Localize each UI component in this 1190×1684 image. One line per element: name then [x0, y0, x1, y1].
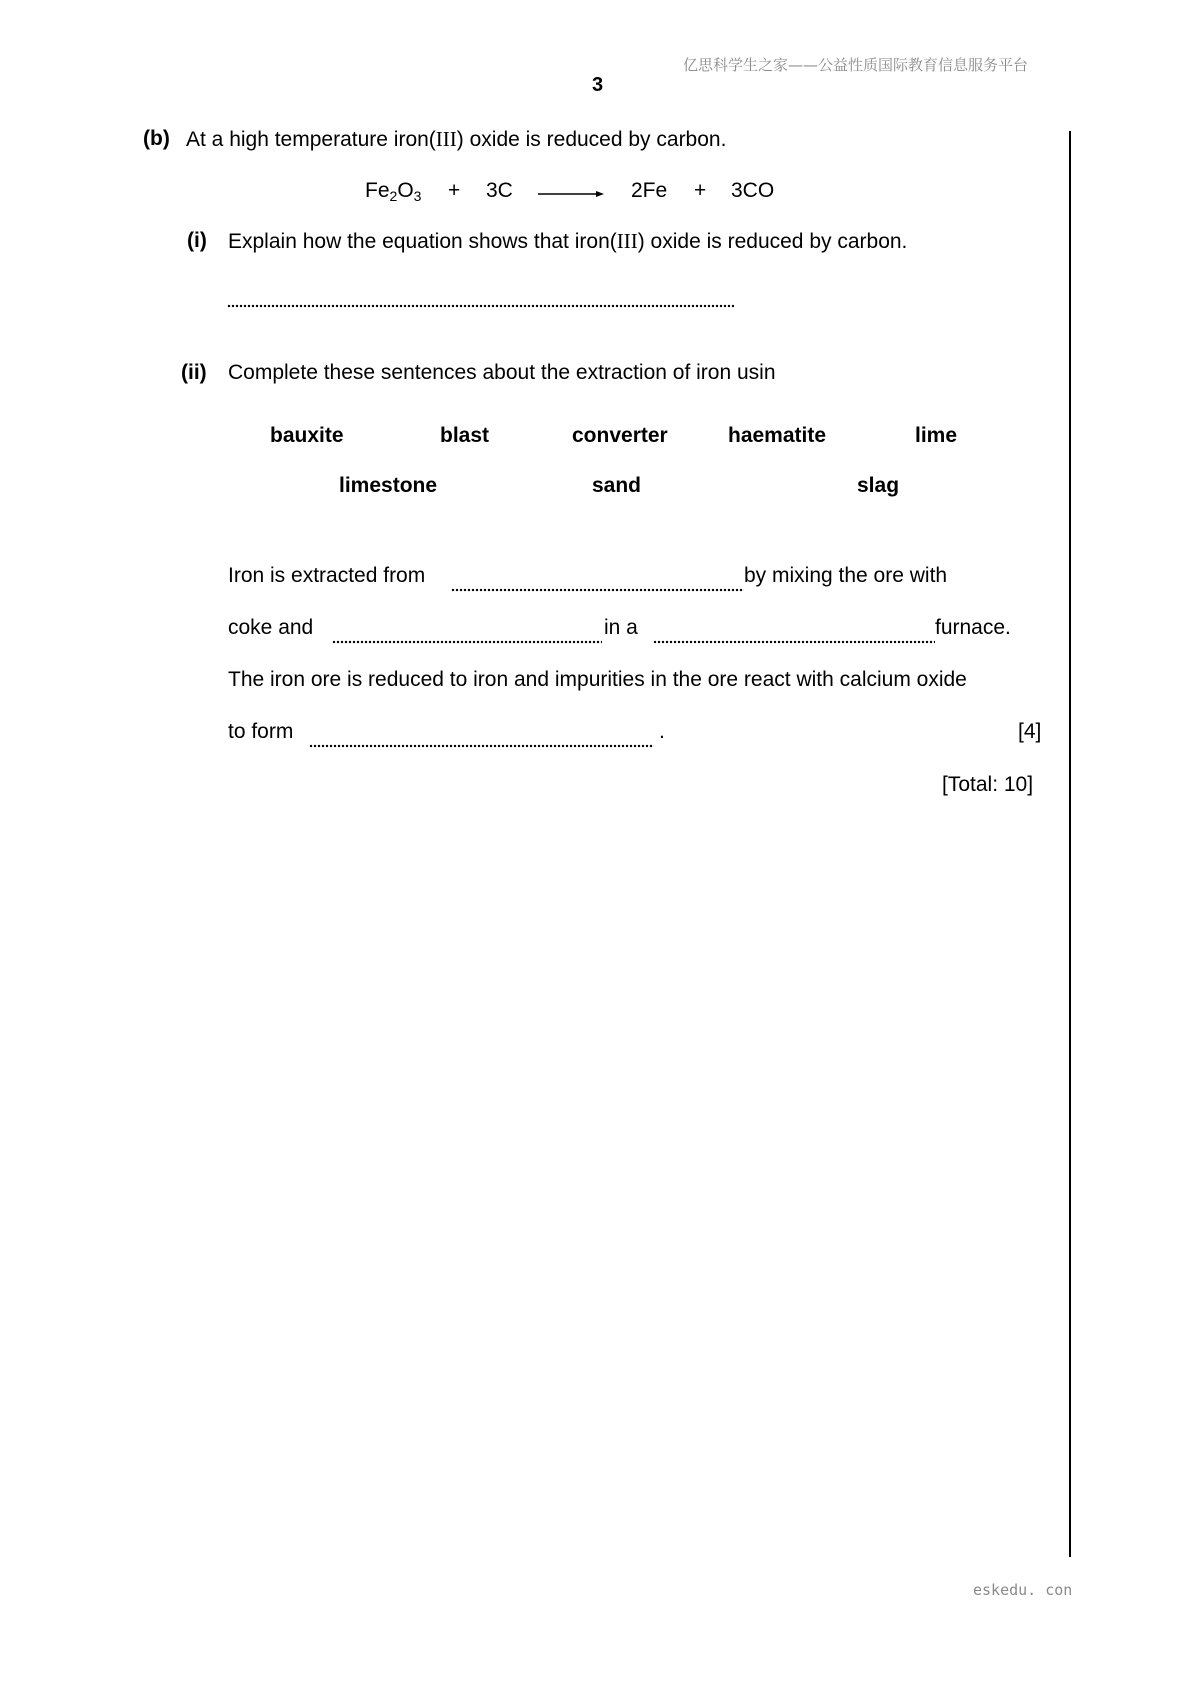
sentence-2-end: furnace.	[935, 616, 1011, 639]
product-2fe: 2Fe	[631, 179, 668, 202]
answer-blank-ore[interactable]	[451, 588, 744, 592]
sentence-2-mid: in a	[604, 616, 638, 639]
product-3co: 3CO	[731, 179, 775, 202]
equation-plus-1: +	[448, 179, 461, 202]
total-marks: [Total: 10]	[942, 773, 1034, 796]
margin-line	[1069, 131, 1071, 1557]
answer-blank-furnace[interactable]	[653, 640, 935, 644]
part-b-intro: At a high temperature iron(III) oxide is reduced by carbon.	[186, 127, 727, 151]
answer-line-i[interactable]	[227, 304, 734, 308]
answer-blank-flux[interactable]	[332, 640, 602, 644]
reactant-fe2o3: $Fe_2O_3$	[365, 179, 422, 204]
sentence-1-start: Iron is extracted from	[228, 564, 426, 587]
sentence-1-end: by mixing the ore with	[744, 564, 948, 587]
sentence-4-end: .	[659, 720, 665, 743]
part-b-label: (b)	[143, 127, 170, 150]
marks-label: [4]	[1018, 720, 1042, 743]
part-ii-label: (ii)	[181, 361, 207, 384]
part-i-label: (i)	[187, 229, 207, 252]
part-i-question: Explain how the equation shows that iron(III) oxide is reduced by carbon.	[228, 229, 908, 253]
word-haematite: haematite	[728, 424, 827, 447]
footer-watermark: eskedu. con	[973, 1581, 1073, 1599]
sentence-3: The iron ore is reduced to iron and impurities in the ore react with calcium oxide	[228, 668, 967, 691]
header-watermark: 亿思科学生之家——公益性质国际教育信息服务平台	[683, 56, 1029, 74]
part-ii-question: Complete these sentences about the extraction of iron usin	[228, 361, 776, 384]
reactant-3c: 3C	[486, 179, 513, 202]
sentence-2-start: coke and	[228, 616, 314, 639]
word-blast: blast	[440, 424, 490, 447]
word-lime: lime	[915, 424, 958, 447]
sentence-4-start: to form	[228, 720, 294, 743]
word-bauxite: bauxite	[270, 424, 344, 447]
word-slag: slag	[857, 474, 900, 497]
equation-plus-2: +	[694, 179, 707, 202]
reaction-arrow-icon	[538, 189, 604, 199]
word-limestone: limestone	[339, 474, 438, 497]
word-converter: converter	[572, 424, 668, 447]
page-number: 3	[592, 74, 604, 96]
answer-blank-slag[interactable]	[309, 744, 654, 748]
word-sand: sand	[592, 474, 642, 497]
